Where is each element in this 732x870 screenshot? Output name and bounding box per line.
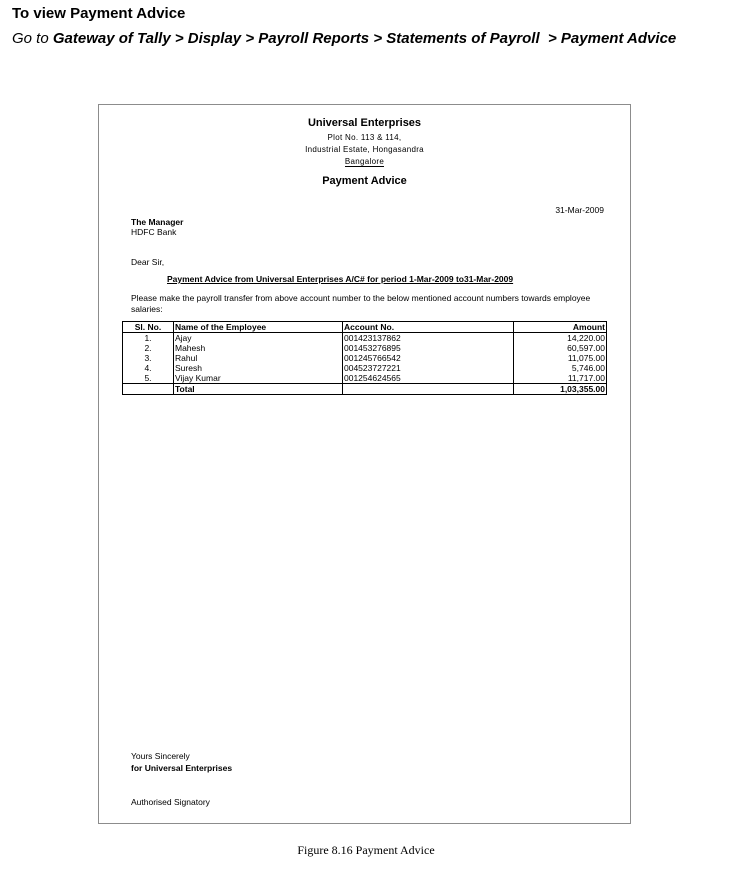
cell-account-no: 001245766542 [343,353,514,363]
cell-employee-name: Rahul [174,353,343,363]
nav-step-gateway: Gateway of Tally [52,30,171,47]
cell-account-no: 001423137862 [343,333,514,344]
cell-amount: 14,220.00 [514,333,607,344]
cell-total-blank [123,384,174,395]
recipient-bank: HDFC Bank [131,227,177,237]
header-sl-no: Sl. No. [123,322,174,333]
nav-separator: > [547,30,557,47]
employee-payment-table [122,321,607,395]
cell-sl-no: 3. [123,353,174,363]
document-title: Payment Advice [322,175,407,187]
table-header-row [123,322,607,333]
header-amount: Amount [514,322,607,333]
nav-prefix: Go to [12,30,49,47]
cell-total-amount: 1,03,355.00 [514,384,607,395]
nav-separator: > [373,30,383,47]
cell-employee-name: Ajay [174,333,343,344]
table-row [123,373,607,384]
subject-line: Payment Advice from Universal Enterprises A/C# for period 1-Mar-2009 to31-Mar-2009 [167,274,514,284]
cell-sl-no: 1. [123,333,174,344]
document-date: 31-Mar-2009 [555,205,604,215]
nav-step-display: Display [187,30,242,47]
authorised-signatory: Authorised Signatory [131,797,210,807]
nav-step-payroll-reports: Payroll Reports [258,30,370,47]
nav-separator: > [245,30,255,47]
closing-text: Yours Sincerely [131,751,190,761]
cell-total-blank [343,384,514,395]
navigation-path [12,30,720,48]
address-city [99,157,630,166]
cell-employee-name: Mahesh [174,343,343,353]
cell-amount: 11,717.00 [514,373,607,384]
salutation: Dear Sir, [131,257,165,267]
cell-amount: 60,597.00 [514,343,607,353]
cell-account-no: 001254624565 [343,373,514,384]
cell-total-label: Total [174,384,343,395]
payment-advice-document [98,104,631,824]
cell-sl-no: 2. [123,343,174,353]
address-line-2: Industrial Estate, Hongasandra [305,145,424,154]
cell-employee-name: Suresh [174,363,343,373]
cell-sl-no: 4. [123,363,174,373]
cell-sl-no: 5. [123,373,174,384]
table-row [123,343,607,353]
address-line-1: Plot No. 113 & 114, [327,133,402,142]
page-heading: To view Payment Advice [12,5,186,22]
figure-caption: Figure 8.16 Payment Advice [297,843,435,857]
nav-step-payment-advice: Payment Advice [560,30,677,47]
cell-amount: 5,746.00 [514,363,607,373]
cell-account-no: 001453276895 [343,343,514,353]
cell-account-no: 004523727221 [343,363,514,373]
header-account-no: Account No. [343,322,514,333]
cell-amount: 11,075.00 [514,353,607,363]
table-row [123,353,607,363]
table-row [123,363,607,373]
cell-employee-name: Vijay Kumar [174,373,343,384]
company-name: Universal Enterprises [307,117,422,129]
intro-paragraph: Please make the payroll transfer from above account number to the below mentioned account numbers towards employee salaries: [131,293,591,314]
for-company: for Universal Enterprises [131,763,233,773]
table-total-row [123,384,607,395]
nav-separator: > [174,30,184,47]
address-city-text: Bangalore [344,157,385,166]
recipient-title: The Manager [131,217,184,227]
nav-step-statements-of-payroll: Statements of Payroll [386,30,540,47]
table-row [123,333,607,344]
header-employee-name: Name of the Employee [174,322,343,333]
